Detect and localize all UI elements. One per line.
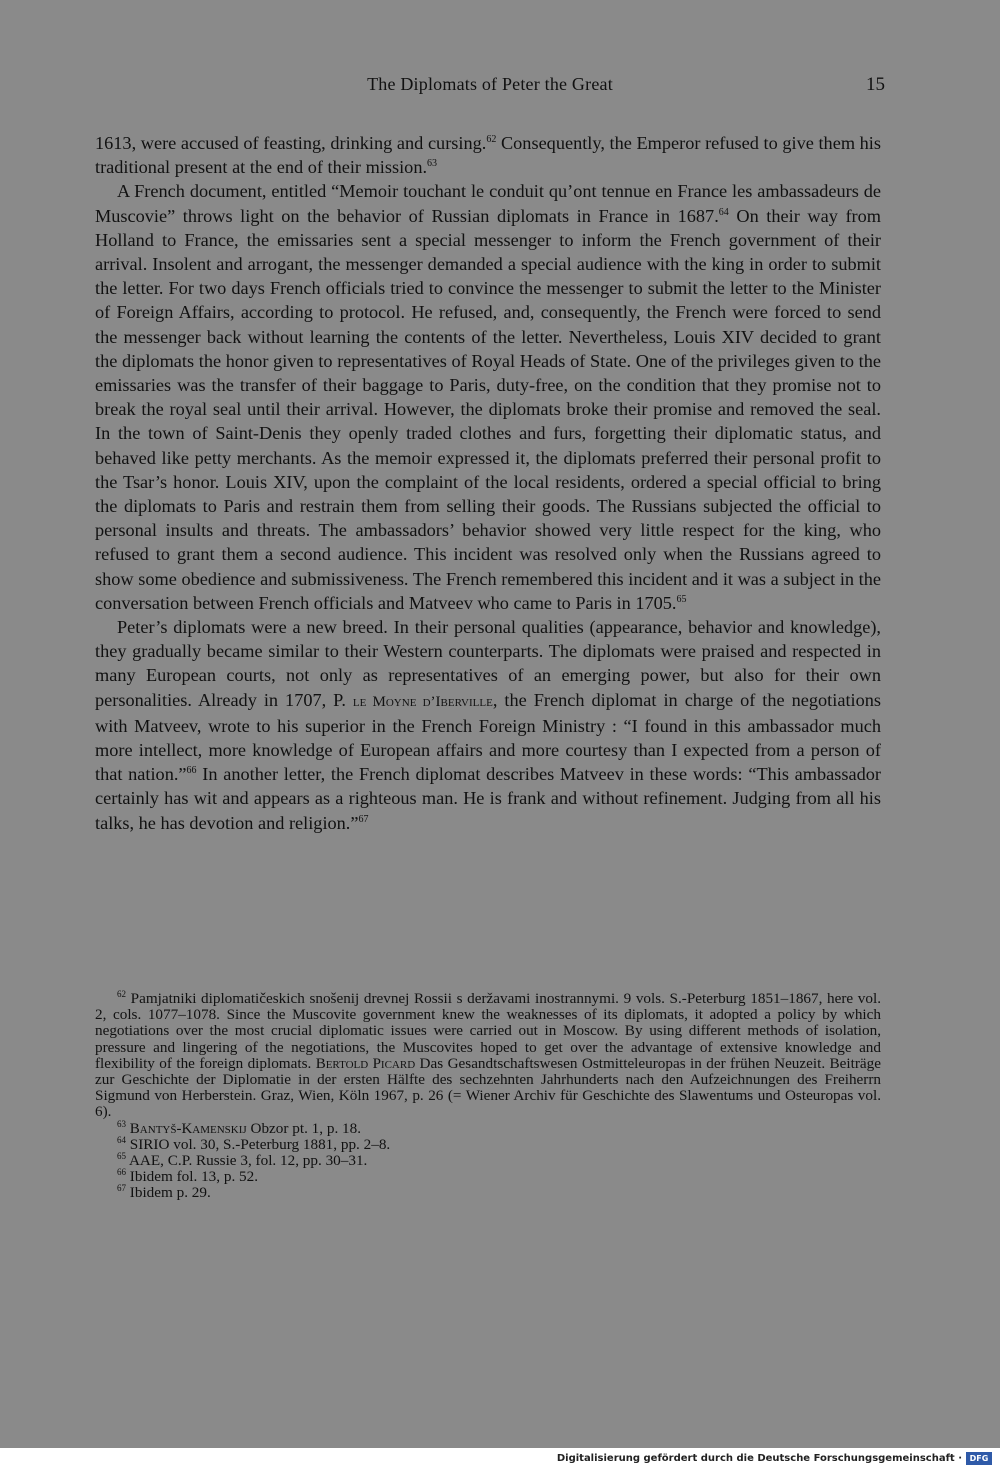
footnote-number: 66 bbox=[117, 1167, 126, 1178]
text-run: SIRIO vol. 30, S.-Peterburg 1881, pp. 2–8. bbox=[126, 1135, 391, 1153]
paragraph bbox=[95, 615, 881, 835]
text-run: A French document, entitled “Memoir touchant le conduit qu’ont tennue en France les ambassadeurs de Muscovie” throws light on the behavior of Russian diplomats in France in 1687. bbox=[95, 181, 881, 226]
footnote-ref[interactable]: 65 bbox=[676, 593, 687, 605]
dfg-logo-icon: DFG bbox=[966, 1452, 992, 1465]
page-header bbox=[95, 74, 885, 102]
funding-notice: Digitalisierung gefördert durch die Deutsche Forschungsgemeinschaft · bbox=[556, 1453, 962, 1464]
text-run: 1613, were accused of feasting, drinking and cursing. bbox=[95, 133, 487, 153]
text-run: Obzor pt. 1, p. 18. bbox=[246, 1119, 362, 1137]
text-run: Ibidem p. 29. bbox=[126, 1184, 211, 1202]
author-name: Bertold Picard bbox=[315, 1055, 416, 1072]
footnote-number: 65 bbox=[117, 1151, 126, 1162]
paragraph bbox=[95, 179, 881, 615]
text-run: , the French diplomat in charge of the negotiations with Matveev, wrote to his superior in the French Foreign Ministry : “I found in this ambassador much more intellect, more knowledge of European affairs and more courtesy than I expected from a person of that nation.” bbox=[95, 689, 881, 785]
footnote-number: 62 bbox=[117, 989, 126, 999]
footnote bbox=[95, 991, 881, 1121]
footnote-ref[interactable]: 62 bbox=[486, 134, 497, 145]
footnote bbox=[95, 1185, 881, 1201]
footnote bbox=[95, 1118, 881, 1137]
footnote-number: 63 bbox=[117, 1118, 126, 1129]
text-run: Pamjatniki diplomatičeskich snošenij drevnej Rossii s deržavami inostrannymi. 9 vols. S.-Peterburg 1851–1867, here vol. 2, cols. 1077–1078. Since the Muscovite government knew the weaknesses of its diplomats, it adopted a policy by which negotiations over the most crucial diplomatic issues were carried out in Moscow. By using different methods of isolation, pressure and lingering of the negotiations, the Muscovites hoped to get over the advantage of extensive knowledge and flexibility of the foreign diplomats. bbox=[95, 990, 881, 1072]
body-text bbox=[95, 131, 881, 835]
text-run: Peter’s diplomats were a new breed. In their personal qualities (appearance, behavior and knowledge), they gradually became similar to their Western counterparts. The diplomats were praised and respected in many European courts, not only as representatives of an emerging power, but also for their own personalities. Already in 1707, P. bbox=[95, 617, 881, 710]
footnote-ref[interactable]: 63 bbox=[427, 158, 438, 170]
text-run: On their way from Holland to France, the emissaries sent a special messenger to inform the French government of their arrival. Insolent and arrogant, the messenger demanded a special audience with the king in order to submit the letter. For two days French officials tried to convince the messenger to submit the letter to the Minister of Foreign Affairs, according to protocol. He refused, and, consequently, the French were forced to send the messenger back without learning the contents of the letter. Nevertheless, Louis XIV decided to grant the diplomats the honor given to representatives of Royal Heads of State. One of the privileges given to the emissaries was the transfer of their baggage to Paris, duty-free, on the condition that they promise not to break the royal seal until their arrival. However, the diplomats broke their promise and removed the seal. In the town of Saint-Denis they openly traded clothes and furs, forgetting their diplomatic status, and behaved like petty merchants. As the memoir expressed it, the diplomats preferred their personal profit to the Tsar’s honor. Louis XIV, upon the complaint of the local residents, ordered a special official to bring the diplomats to Paris and restrain them from selling their goods. The Russians subjected the official to personal insults and threats. The ambassadors’ behavior showed very little respect for the king, who refused to grant them a second audience. This incident was resolved only when the Russians agreed to show some obedience and submissiveness. The French remembered this incident and it was a subject in the conversation between French officials and Matveev who came to Paris in 1705. bbox=[95, 205, 881, 613]
footer-bar bbox=[0, 1448, 1000, 1470]
footnote-number: 67 bbox=[117, 1183, 126, 1194]
text-run: AAE, C.P. Russie 3, fol. 12, pp. 30–31. bbox=[126, 1152, 368, 1170]
text-run: Das Gesandtschaftswesen Ostmitteleuropas in der frühen Neuzeit. Beiträge zur Geschichte der Diplomatie in der ersten Hälfte des sechzehnten Jahrhunderts nach den Aufzeichnungen des Freiherrn Sigmund von Herberstein. Graz, Wien, Köln 1967, p. 26 (= Wiener Archiv für Geschichte des Slawentums und Osteuropas vol. 6). bbox=[95, 1054, 881, 1121]
text-run: In another letter, the French diplomat describes Matveev in these words: “This ambassador certainly has wit and appears as a righteous man. He is frank and without refinement. Judging from all his talks, he has devotion and religion.” bbox=[95, 764, 881, 833]
page-number: 15 bbox=[866, 74, 885, 95]
text-run: Ibidem fol. 13, p. 52. bbox=[126, 1168, 259, 1186]
author-name: le Moyne d’Iberville bbox=[352, 693, 493, 710]
footnote bbox=[95, 1169, 881, 1185]
author-name: Bantyš-Kamenskij bbox=[129, 1120, 247, 1137]
footnotes bbox=[95, 991, 881, 1202]
footnote-number: 64 bbox=[117, 1134, 126, 1145]
text-run: Consequently, the Emperor refused to give them his traditional present at the end of their mission. bbox=[95, 133, 881, 178]
footnote-ref[interactable]: 67 bbox=[358, 813, 369, 825]
footnote bbox=[95, 1134, 881, 1153]
footnote-ref[interactable]: 66 bbox=[186, 765, 197, 777]
paragraph bbox=[95, 131, 881, 179]
footnote bbox=[95, 1153, 881, 1169]
footnote-ref[interactable]: 64 bbox=[718, 206, 729, 218]
running-title: The Diplomats of Peter the Great bbox=[367, 74, 613, 94]
